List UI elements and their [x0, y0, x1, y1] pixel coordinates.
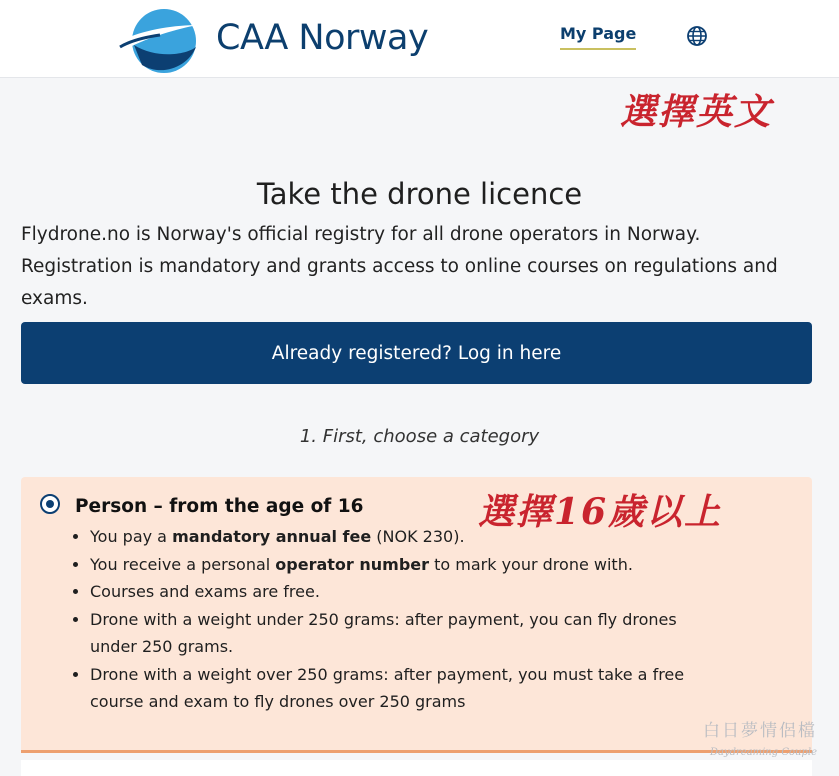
handwritten-annotation-choose-16-plus: 選擇16歲以上	[478, 491, 723, 533]
category-benefits-list	[71, 523, 710, 716]
list-item	[90, 551, 710, 579]
next-card-edge	[21, 760, 812, 776]
bullet-text: (NOK 230).	[371, 527, 465, 546]
globe-icon[interactable]	[686, 25, 708, 47]
page-title: Take the drone licence	[256, 177, 583, 212]
category-title[interactable]: Person – from the age of 16	[75, 496, 364, 517]
bullet-emphasis: operator number	[275, 554, 430, 574]
list-item: • Courses and exams are free.	[90, 578, 710, 606]
site-header	[0, 0, 839, 78]
watermark-line-2: Daydreaming Couple	[709, 747, 817, 758]
intro-text	[21, 219, 821, 315]
bullet-text: You pay a	[90, 527, 173, 546]
login-button[interactable]: Already registered? Log in here	[21, 322, 812, 384]
list-item: • Drone with a weight over 250 grams: after payment, you must take a free course and exam to fly drones over 250 grams	[90, 661, 710, 716]
watermark	[703, 716, 817, 758]
nav-my-page-link[interactable]: My Page	[560, 24, 636, 50]
brand-name[interactable]: CAA Norway	[216, 18, 429, 58]
list-item: • Drone with a weight under 250 grams: after payment, you can fly drones under 250 grams.	[90, 606, 710, 661]
step-label: 1. First, choose a category	[299, 426, 540, 447]
bullet-emphasis: mandatory annual fee	[172, 527, 372, 546]
category-radio-button[interactable]	[40, 494, 60, 514]
watermark-line-1: 白日夢情侶檔	[703, 721, 817, 741]
intro-line-1: Flydrone.no is Norway's official registry for all drone operators in Norway.	[21, 224, 701, 245]
bullet-text: to mark your drone with.	[429, 554, 633, 574]
radio-selected-dot	[46, 500, 54, 508]
caa-logo-icon[interactable]	[116, 3, 200, 75]
intro-line-2: Registration is mandatory and grants access to online courses on regulations and exams.	[21, 256, 778, 309]
bullet-text: You receive a personal	[90, 554, 276, 574]
handwritten-annotation-choose-english: 選擇英文	[620, 91, 773, 133]
